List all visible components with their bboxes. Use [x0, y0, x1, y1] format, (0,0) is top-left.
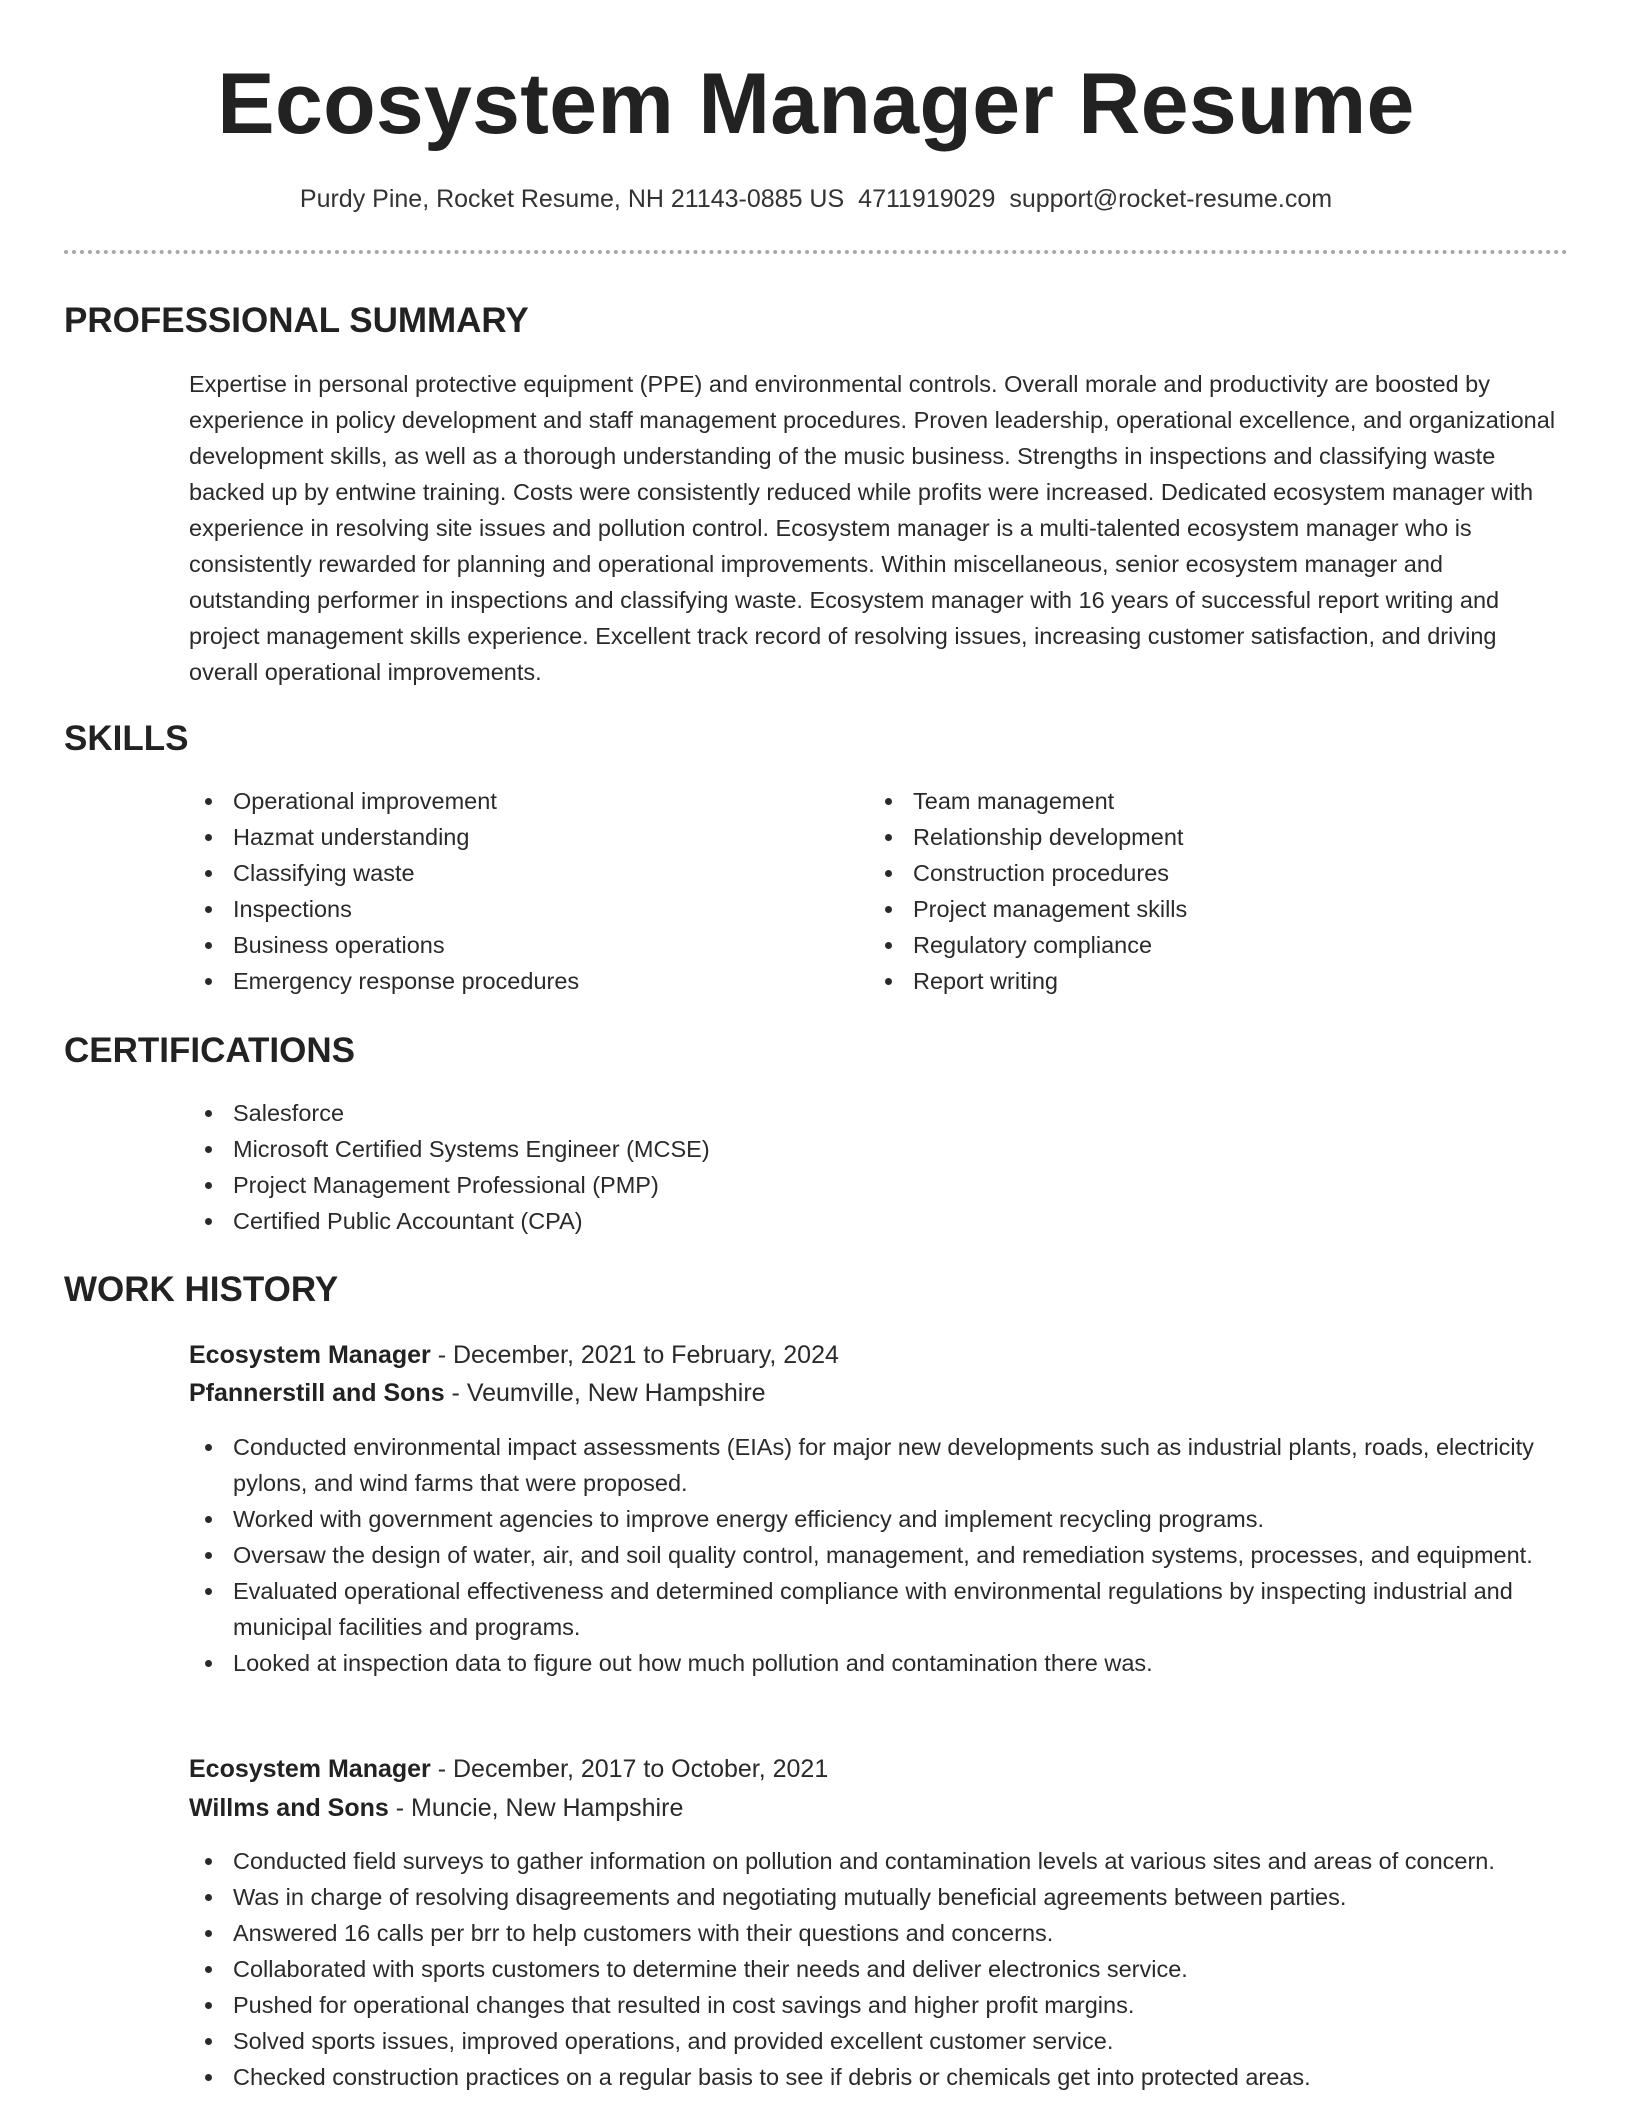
skill-item: Construction procedures — [869, 855, 1509, 891]
summary-text: Expertise in personal protective equipment (PPE) and environmental controls. Overall morale and productivity are boosted by experience in policy development and staff management procedures. Proven leadership, operational excellence, and organizational development skills, as well as a thorough understanding of the music business. Strengths in inspections and classifying waste backed up by entwine training. Costs were consistently reduced while profits were increased. Dedicated ecosystem manager with experience in resolving site issues and pollution control. Ecosystem manager is a multi-talented ecosystem manager who is consistently rewarded for planning and operational improvements. Within miscellaneous, senior ecosystem manager and outstanding performer in inspections and classifying waste. Ecosystem manager with 16 years of successful report writing and project management skills experience. Excellent track record of resolving issues, increasing customer satisfaction, and driving overall operational improvements. — [189, 371, 1556, 685]
skill-item: Report writing — [869, 963, 1509, 999]
job-bullet: Evaluated operational effectiveness and determined compliance with environmental regulations by inspecting industrial and municipal facilities and programs. — [189, 1573, 1569, 1645]
certification-item: Salesforce — [189, 1095, 1569, 1131]
skill-item: Team management — [869, 783, 1509, 819]
job-bullet: Looked at inspection data to figure out how much pollution and contamination there was. — [189, 1645, 1569, 1681]
skill-item: Emergency response procedures — [189, 963, 829, 999]
contact-address: Purdy Pine, Rocket Resume, NH 21143-0885 US — [299, 185, 845, 213]
certification-item: Microsoft Certified Systems Engineer (MCSE) — [189, 1131, 1569, 1167]
skill-item: Project management skills — [869, 891, 1509, 927]
skill-item: Classifying waste — [189, 855, 829, 891]
skill-item: Relationship development — [869, 819, 1509, 855]
job-company-line — [189, 1789, 683, 1827]
job-bullet: Collaborated with sports customers to determine their needs and deliver electronics service. — [189, 1951, 1569, 1987]
job-dates: - December, 2021 to February, 2024 — [430, 1341, 839, 1369]
job-bullets — [189, 1843, 1569, 2095]
contact-phone: 4711919029 — [858, 185, 996, 213]
contact-email[interactable]: support@rocket-resume.com — [1009, 185, 1333, 213]
job-bullets — [189, 1429, 1569, 1681]
skill-item: Hazmat understanding — [189, 819, 829, 855]
skill-item: Operational improvement — [189, 783, 829, 819]
work-history-heading: WORK HISTORY — [64, 1270, 339, 1309]
job-bullet: Was in charge of resolving disagreements and negotiating mutually beneficial agreements between parties. — [189, 1879, 1569, 1915]
skills-heading: SKILLS — [64, 719, 189, 758]
job-title-line — [189, 1750, 828, 1788]
job-bullet: Worked with government agencies to improve energy efficiency and implement recycling programs. — [189, 1501, 1569, 1537]
job-bullet: Checked construction practices on a regular basis to see if debris or chemicals get into protected areas. — [189, 2059, 1569, 2095]
certification-item: Project Management Professional (PMP) — [189, 1167, 1569, 1203]
job-company: Pfannerstill and Sons — [189, 1379, 445, 1407]
job-company: Willms and Sons — [189, 1794, 389, 1822]
job-bullet: Answered 16 calls per brr to help customers with their questions and concerns. — [189, 1915, 1569, 1951]
skills-list-right — [869, 783, 1509, 999]
job-bullet: Conducted field surveys to gather information on pollution and contamination levels at various sites and areas of concern. — [189, 1843, 1569, 1879]
job-location: - Muncie, New Hampshire — [388, 1794, 684, 1822]
job-bullet: Oversaw the design of water, air, and soil quality control, management, and remediation systems, processes, and equipment. — [189, 1537, 1569, 1573]
skill-item: Inspections — [189, 891, 829, 927]
summary-heading: PROFESSIONAL SUMMARY — [64, 301, 529, 340]
skills-list-left — [189, 783, 829, 999]
job-location: - Veumville, New Hampshire — [444, 1379, 766, 1407]
job-title-line — [189, 1336, 839, 1374]
contact-line — [0, 182, 1632, 216]
header-divider — [64, 250, 1568, 254]
skill-item: Business operations — [189, 927, 829, 963]
job-company-line — [189, 1374, 766, 1412]
certification-item: Certified Public Accountant (CPA) — [189, 1203, 1569, 1239]
certifications-list — [189, 1095, 1569, 1239]
resume-title: Ecosystem Manager Resume — [217, 56, 1415, 152]
job-bullet: Pushed for operational changes that resulted in cost savings and higher profit margins. — [189, 1987, 1569, 2023]
job-dates: - December, 2017 to October, 2021 — [430, 1755, 829, 1783]
skill-item: Regulatory compliance — [869, 927, 1509, 963]
job-title: Ecosystem Manager — [189, 1755, 431, 1783]
job-bullet: Solved sports issues, improved operations, and provided excellent customer service. — [189, 2023, 1569, 2059]
job-title: Ecosystem Manager — [189, 1341, 431, 1369]
job-bullet: Conducted environmental impact assessments (EIAs) for major new developments such as industrial plants, roads, electricity pylons, and wind farms that were proposed. — [189, 1429, 1569, 1501]
certifications-heading: CERTIFICATIONS — [64, 1031, 356, 1070]
